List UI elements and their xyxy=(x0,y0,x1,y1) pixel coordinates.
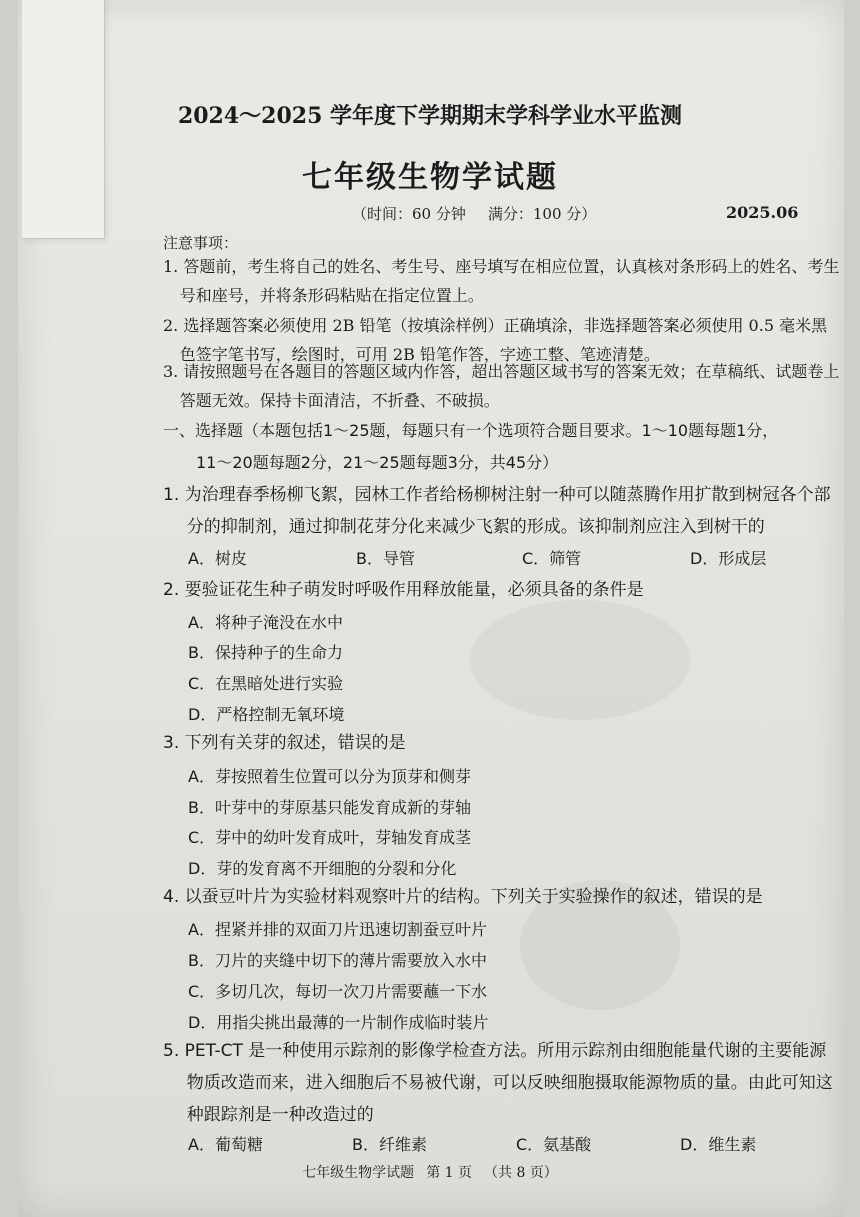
question-stem: 4. 以蚕豆叶片为实验材料观察叶片的结构。下列关于实验操作的叙述，错误的是 xyxy=(163,887,763,907)
note-item: 1. 答题前，考生将自己的姓名、考生号、座号填写在相应位置，认真核对条形码上的姓名、考生号和座号，并将条形码粘贴在指定位置上。 xyxy=(163,257,840,305)
question-option: B．刀片的夹缝中切下的薄片需要放入水中 xyxy=(188,951,487,970)
page-footer xyxy=(0,1162,860,1182)
question-option: D．维生素 xyxy=(680,1135,757,1154)
note-item: 2. 选择题答案必须使用 2B 铅笔（按填涂样例）正确填涂，非选择题答案必须使用 0.5 毫米黑色签字笔书写，绘图时，可用 2B 铅笔作答，字迹工整、笔迹清楚。 xyxy=(163,316,828,364)
question-option: C．氨基酸 xyxy=(516,1135,592,1154)
question-option: C．多切几次，每切一次刀片需要蘸一下水 xyxy=(188,982,488,1001)
question-option: A．捏紧并排的双面刀片迅速切割蚕豆叶片 xyxy=(188,920,487,939)
question-option: B．叶芽中的芽原基只能发育成新的芽轴 xyxy=(188,798,471,817)
exam-full-score: 满分：100 分） xyxy=(487,205,597,223)
footer-total-pages: （共 8 页） xyxy=(484,1165,558,1181)
notes-heading: 注意事项： xyxy=(163,234,239,252)
section-heading-line1: 一、选择题（本题包括1～25题，每题只有一个选项符合题目要求。1～10题每题1分， xyxy=(163,421,779,440)
question-stem: 5. PET-CT 是一种使用示踪剂的影像学检查方法。所用示踪剂由细胞能量代谢的主要能源物质改造而来，进入细胞后不易被代谢，可以反映细胞摄取能源物质的量。由此可知这种跟踪剂是一种改造过的 xyxy=(163,1041,833,1125)
exam-date: 2025.06 xyxy=(726,203,799,222)
question-option: C．筛管 xyxy=(522,549,582,568)
question-option: D．形成层 xyxy=(690,549,767,568)
exam-title: 2024～2025 学年度下学期期末学科学业水平监测 xyxy=(177,103,683,129)
question-option: D．严格控制无氧环境 xyxy=(188,705,345,724)
footer-exam-name: 七年级生物学试题 xyxy=(302,1165,415,1181)
question-option: B．保持种子的生命力 xyxy=(188,643,343,662)
note-item: 3. 请按照题号在各题目的答题区域内作答，超出答题区域书写的答案无效；在草稿纸、试题卷上答题无效。保持卡面清洁，不折叠、不破损。 xyxy=(163,362,840,410)
exam-time: （时间：60 分钟 xyxy=(352,205,466,223)
exam-time-score xyxy=(352,203,618,224)
question-stem: 2. 要验证花生种子萌发时呼吸作用释放能量，必须具备的条件是 xyxy=(163,580,644,600)
question-stem: 1. 为治理春季杨柳飞絮，园林工作者给杨柳树注射一种可以随蒸腾作用扩散到树冠各个部分的抑制剂，通过抑制花芽分化来减少飞絮的形成。该抑制剂应注入到树干的 xyxy=(163,485,831,537)
question-option: C．在黑暗处进行实验 xyxy=(188,674,344,693)
question-option: D．用指尖挑出最薄的一片制作成临时装片 xyxy=(188,1013,489,1032)
subject-title: 七年级生物学试题 xyxy=(302,160,558,195)
question-option: C．芽中的幼叶发育成叶，芽轴发育成茎 xyxy=(188,828,472,847)
question-stem: 3. 下列有关芽的叙述，错误的是 xyxy=(163,733,406,753)
question-option: A．将种子淹没在水中 xyxy=(188,613,343,632)
footer-page-number: 第 1 页 xyxy=(426,1165,472,1181)
question-option: B．纤维素 xyxy=(352,1135,427,1154)
question-option: B．导管 xyxy=(356,549,415,568)
question-option: A．葡萄糖 xyxy=(188,1135,263,1154)
question-option: A．树皮 xyxy=(188,549,247,568)
question-option: A．芽按照着生位置可以分为顶芽和侧芽 xyxy=(188,767,471,786)
section-heading-line2: 11～20题每题2分，21～25题每题3分，共45分） xyxy=(196,453,559,472)
question-option: D．芽的发育离不开细胞的分裂和分化 xyxy=(188,859,457,878)
